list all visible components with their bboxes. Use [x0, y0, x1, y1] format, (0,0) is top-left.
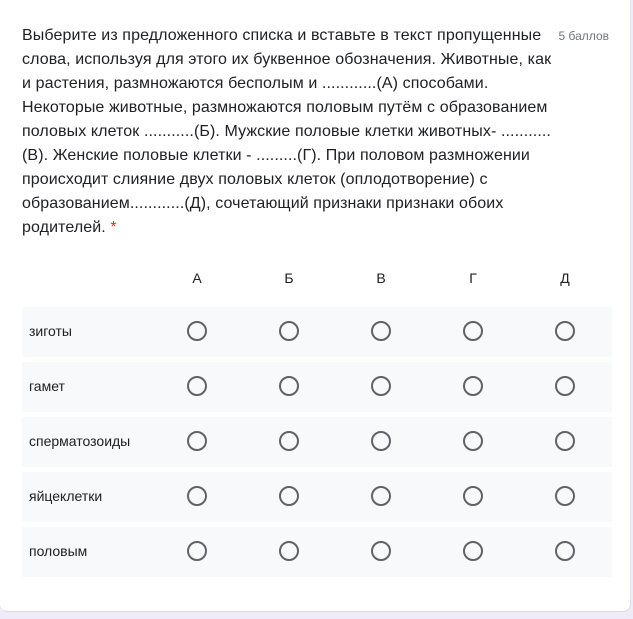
radio-button[interactable]	[371, 431, 391, 451]
radio-button[interactable]	[555, 376, 575, 396]
row-label: зиготы	[29, 323, 72, 339]
column-header-a: А	[192, 270, 202, 286]
radio-button[interactable]	[463, 486, 483, 506]
choice-grid	[22, 262, 612, 559]
radio-button[interactable]	[555, 541, 575, 561]
grid-row-zygoty	[22, 307, 612, 357]
radio-button[interactable]	[463, 321, 483, 341]
radio-button[interactable]	[555, 486, 575, 506]
radio-button[interactable]	[279, 486, 299, 506]
radio-button[interactable]	[555, 321, 575, 341]
row-label: гамет	[29, 378, 65, 394]
grid-row-polovym	[22, 527, 612, 577]
required-asterisk: *	[110, 219, 117, 236]
radio-button[interactable]	[463, 376, 483, 396]
grid-row-spermatozoidy	[22, 417, 612, 467]
radio-button[interactable]	[279, 541, 299, 561]
radio-button[interactable]	[463, 541, 483, 561]
points-label: 5 баллов	[558, 29, 609, 43]
column-header-v: В	[376, 270, 386, 286]
radio-button[interactable]	[371, 486, 391, 506]
radio-button[interactable]	[555, 431, 575, 451]
radio-button[interactable]	[187, 321, 207, 341]
row-label: яйцеклетки	[29, 488, 103, 504]
radio-button[interactable]	[187, 541, 207, 561]
radio-button[interactable]	[463, 431, 483, 451]
radio-button[interactable]	[371, 541, 391, 561]
radio-button[interactable]	[187, 431, 207, 451]
row-label: сперматозоиды	[29, 433, 131, 449]
radio-button[interactable]	[279, 376, 299, 396]
radio-button[interactable]	[371, 376, 391, 396]
row-label: половым	[29, 543, 88, 559]
question-text: Выберите из предложенного списка и вставьте в текст пропущенные слова, используя для этого их буквенное обозначения. Животные, как и растения, размножаются бесполым и ............(А) способами. Некоторые животные, размножаются половым путём с образованием половых клеток ...........(Б). Мужские половые клетки животных- ...........(В). Женские половые клетки - .........(Г). При половом размножении происходит слияние двух половых клеток (оплодотворение) с образованием............(Д), сочетающий признаки признаки обоих родителей.	[22, 27, 552, 236]
radio-button[interactable]	[279, 431, 299, 451]
column-header-d: Д	[560, 270, 570, 286]
radio-button[interactable]	[187, 376, 207, 396]
radio-button[interactable]	[279, 321, 299, 341]
grid-header	[22, 262, 612, 300]
column-header-g: Г	[469, 270, 477, 286]
grid-row-yaytsekletki	[22, 472, 612, 522]
column-header-b: Б	[284, 270, 294, 286]
radio-button[interactable]	[187, 486, 207, 506]
radio-button[interactable]	[371, 321, 391, 341]
question-title	[22, 24, 557, 240]
grid-row-gamet	[22, 362, 612, 412]
